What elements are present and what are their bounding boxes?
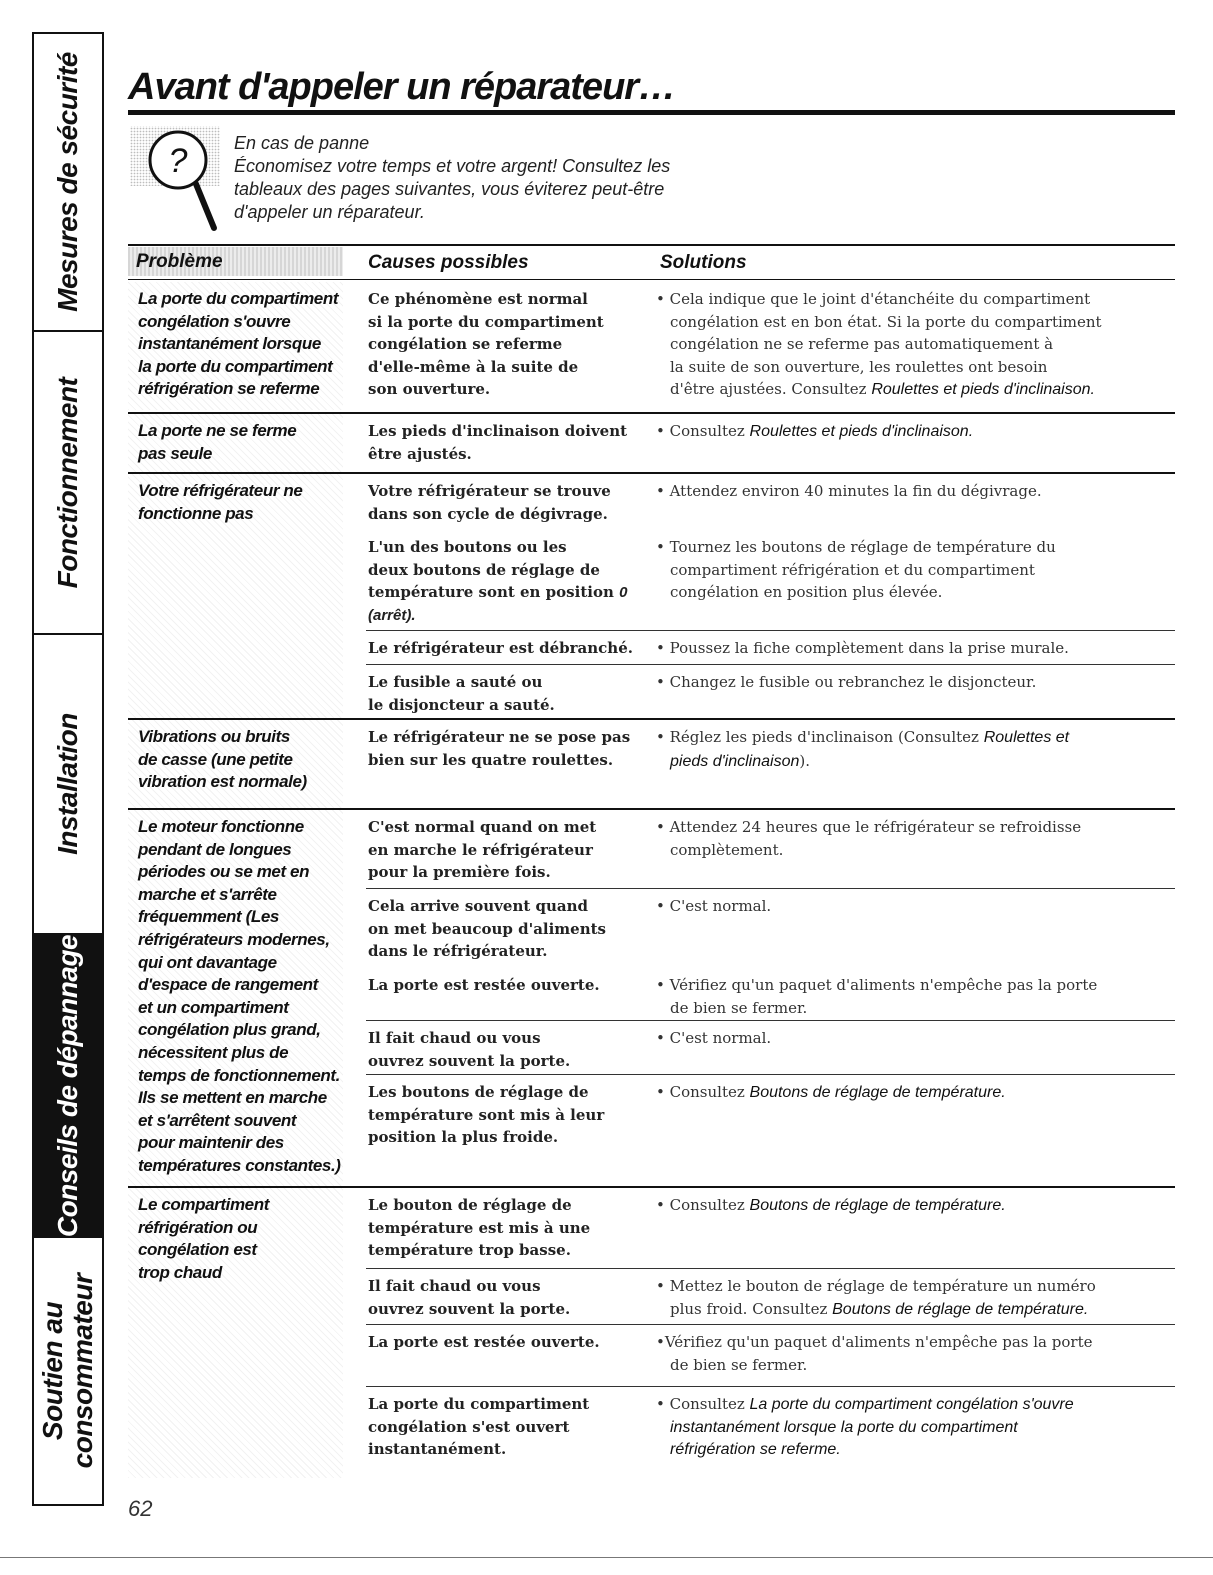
cause-text: Le bouton de réglage de température est mis à une température trop basse. <box>368 1196 591 1260</box>
table-row <box>366 888 1175 969</box>
svg-text:?: ? <box>168 142 188 180</box>
solution-text: • Consultez Boutons de réglage de température. <box>656 1083 1006 1101</box>
problem-text: Vibrations ou bruits de casse (une petite vibration est normale) <box>138 727 307 792</box>
table-row <box>366 530 1175 630</box>
solution-text: • Attendez 24 heures que le réfrigérateur se refroidisse complètement. <box>656 818 1082 859</box>
side-tab-consumer-support[interactable] <box>32 1236 104 1506</box>
table-row <box>366 1324 1175 1385</box>
solution-reference: La porte du compartiment congélation s'ouvre <box>749 1396 1074 1413</box>
side-tab-label: Mesures de sécurité <box>52 52 83 312</box>
problem-cell <box>128 720 343 808</box>
side-tab-troubleshooting[interactable] <box>32 933 104 1236</box>
causes-column-header: Causes possibles <box>368 252 529 273</box>
trouble-group-vibrations <box>128 718 1175 808</box>
table-row <box>366 414 1175 472</box>
solution-reference: Boutons de réglage de température. <box>832 1300 1089 1318</box>
table-row <box>366 1386 1175 1479</box>
solution-text: • Consultez La porte du compartiment congélation s'ouvre instantanément lorsque la porte du compartiment réfrigération se referme. <box>656 1393 1176 1462</box>
cause-text: Le réfrigérateur ne se pose pas bien sur les quatre roulettes. <box>368 728 631 769</box>
page-title: Avant d'appeler un réparateur… <box>128 66 676 108</box>
solution-text: • Changez le fusible ou rebranchez le disjoncteur. <box>656 673 1037 691</box>
cause-text: Cela arrive souvent quand on met beaucoup d'aliments dans le réfrigérateur. <box>368 897 607 961</box>
solution-reference: Roulettes et pieds d'inclinaison. <box>749 423 974 440</box>
solution-text: •Vérifiez qu'un paquet d'aliments n'empêche pas la porte de bien se fermer. <box>656 1333 1093 1374</box>
solution-text: • Mettez le bouton de réglage de température un numéro plus froid. Consultez Boutons de réglage de température. <box>656 1277 1096 1318</box>
problem-text: La porte du compartiment congélation s'ouvre instantanément lorsque la porte du compartiment réfrigération se referme <box>138 289 339 399</box>
table-row <box>366 1074 1175 1187</box>
solution-reference: Roulettes et pieds d'inclinaison. <box>871 381 1095 399</box>
solution-text: • Vérifiez qu'un paquet d'aliments n'empêche pas la porte de bien se fermer. <box>656 976 1098 1017</box>
table-row <box>366 282 1175 410</box>
cause-text: Les boutons de réglage de température sont mis à leur position la plus froide. <box>368 1083 605 1147</box>
problem-cell <box>128 810 343 1186</box>
solution-text: • C'est normal. <box>656 897 772 915</box>
solution-text: • C'est normal. <box>656 1029 772 1047</box>
solution-reference: Boutons de réglage de température. <box>749 1197 1006 1214</box>
side-tab-label: Soutien au consommateur <box>37 1273 98 1469</box>
problem-text: Le moteur fonctionne pendant de longues périodes ou se met en marche et s'arrête fréquemment (Les réfrigérateurs modernes, qui ont davantage d'espace de rangement et un compartiment congélation plus grand, nécessitent plus de temps de fonctionnement. Ils se mettent en marche et s'arrêtent souvent pour maintenir des températures constantes.) <box>138 817 341 1175</box>
table-row <box>366 630 1175 665</box>
solution-reference: instantanément lorsque la porte du compartiment <box>670 1418 1018 1436</box>
solution-text: • Consultez Boutons de réglage de température. <box>656 1196 1006 1214</box>
intro-text: En cas de panne Économisez votre temps et votre argent! Consultez les tableaux des pages suivantes, vous éviterez peut-être d'appeler un réparateur. <box>234 133 671 222</box>
cause-text: Les pieds d'inclinaison doivent être ajustés. <box>368 422 628 463</box>
table-row <box>366 810 1175 888</box>
cause-text: Il fait chaud ou vous ouvrez souvent la porte. <box>368 1029 571 1070</box>
table-row <box>366 474 1175 530</box>
side-tab-operation[interactable] <box>32 330 104 633</box>
side-tab-label: Conseils de dépannage <box>52 934 83 1237</box>
problem-cell <box>128 414 343 472</box>
solution-reference: pieds d'inclinaison <box>670 752 800 770</box>
solutions-column-header: Solutions <box>660 252 747 273</box>
problem-cell <box>128 282 343 410</box>
solution-text: • Réglez les pieds d'inclinaison (Consultez Roulettes et pieds d'inclinaison). <box>656 728 1070 770</box>
cause-text: L'un des boutons ou les deux boutons de réglage de température sont en position 0 (arrêt). <box>368 538 628 624</box>
trouble-group-door-wont-close <box>128 412 1175 472</box>
solution-text: • Consultez Roulettes et pieds d'inclinaison. <box>656 422 974 440</box>
problem-text: La porte ne se ferme pas seule <box>138 421 297 463</box>
table-row <box>366 1020 1175 1075</box>
table-row <box>366 664 1175 719</box>
table-row <box>366 720 1175 808</box>
cause-text: Le fusible a sauté ou le disjoncteur a sauté. <box>368 673 555 714</box>
table-top-rule <box>128 244 1175 246</box>
trouble-group-freezer-door-opens <box>128 282 1175 412</box>
problem-text: Votre réfrigérateur ne fonctionne pas <box>138 481 303 523</box>
solution-reference: réfrigération se referme. <box>670 1441 841 1459</box>
cause-text: Ce phénomène est normal si la porte du compartiment congélation se referme d'elle-même à la suite de son ouverture. <box>368 290 604 399</box>
solution-reference: Roulettes et <box>983 729 1070 746</box>
problem-cell <box>128 474 343 718</box>
trouble-group-not-running <box>128 472 1175 718</box>
bottom-rule <box>0 1557 1213 1558</box>
cause-text: La porte est restée ouverte. <box>368 976 600 994</box>
cause-text: La porte du compartiment congélation s'est ouvert instantanément. <box>368 1395 590 1459</box>
trouble-group-too-warm <box>128 1186 1175 1480</box>
problem-cell <box>128 1188 343 1478</box>
cause-text: Le réfrigérateur est débranché. <box>368 639 633 657</box>
cause-text: Votre réfrigérateur se trouve dans son cycle de dégivrage. <box>368 482 611 523</box>
table-row <box>366 1188 1175 1268</box>
solution-reference: Boutons de réglage de température. <box>749 1084 1006 1101</box>
side-tab-installation[interactable] <box>32 633 104 933</box>
trouble-group-motor-runs-long <box>128 808 1175 1186</box>
magnifier-question-icon <box>130 124 226 236</box>
cause-text: Il fait chaud ou vous ouvrez souvent la porte. <box>368 1277 571 1318</box>
table-row <box>366 1268 1175 1325</box>
side-tab-label: Installation <box>52 713 83 855</box>
title-rule <box>128 110 1175 115</box>
solution-text: • Poussez la fiche complètement dans la prise murale. <box>656 639 1069 657</box>
solution-text: • Attendez environ 40 minutes la fin du dégivrage. <box>656 482 1042 500</box>
cause-text: C'est normal quand on met en marche le réfrigérateur pour la première fois. <box>368 818 597 882</box>
solution-text: • Cela indique que le joint d'étanchéite du compartiment congélation est en bon état. Si la porte du compartiment congélation ne se referme pas automatiquement à la suite de son ouverture, les roulettes ont besoin d'être ajustées. Consultez Roulettes et pieds d'inclinaison. <box>656 290 1102 399</box>
cause-text: La porte est restée ouverte. <box>368 1333 600 1351</box>
problem-column-header: Problème <box>128 247 343 276</box>
solution-text: • Tournez les boutons de réglage de température du compartiment réfrigération et du compartiment congélation en position plus élevée. <box>656 538 1056 602</box>
header-rule <box>128 279 1175 280</box>
page-number: 62 <box>128 1496 153 1521</box>
table-row <box>366 968 1175 1020</box>
side-tab-safety[interactable] <box>32 32 104 330</box>
side-tab-label: Fonctionnement <box>52 377 83 588</box>
problem-text: Le compartiment réfrigération ou congélation est trop chaud <box>138 1195 269 1282</box>
